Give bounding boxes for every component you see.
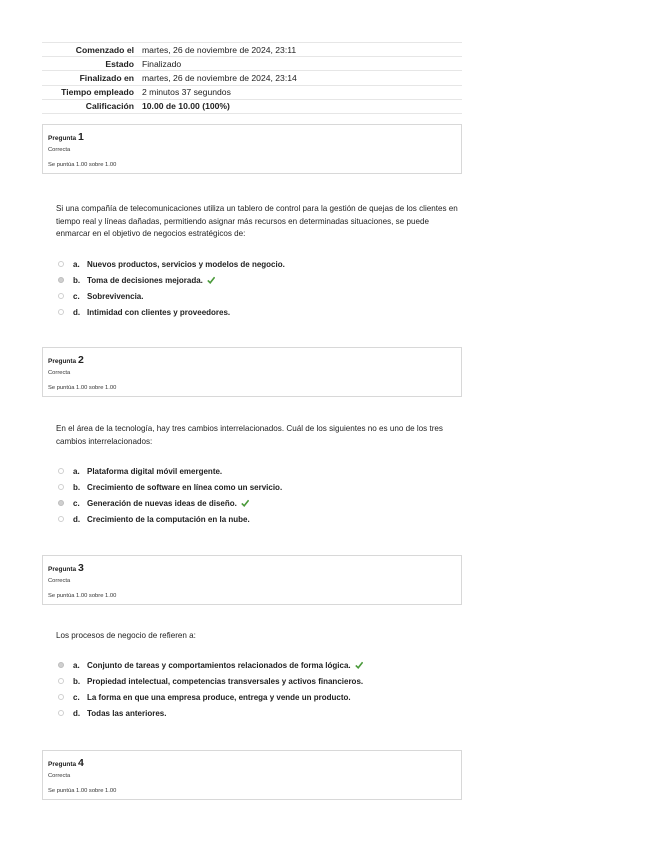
- question-state: Correcta: [48, 773, 71, 779]
- answer-text: Crecimiento de la computación en la nube.: [87, 514, 250, 524]
- answer-list: [58, 463, 458, 527]
- answer-option[interactable]: [58, 256, 458, 272]
- question-label: Pregunta: [48, 135, 77, 142]
- answer-option[interactable]: [58, 495, 458, 511]
- question-grade: Se puntúa 1.00 sobre 1.00: [48, 788, 117, 794]
- summary-value: martes, 26 de noviembre de 2024, 23:11: [138, 43, 462, 57]
- radio-button-selected[interactable]: [58, 662, 64, 668]
- check-icon: [207, 276, 215, 284]
- answer-text: Intimidad con clientes y proveedores.: [87, 307, 231, 317]
- answer-option[interactable]: [58, 657, 458, 673]
- answer-letter: a.: [73, 466, 80, 476]
- summary-value: Finalizado: [138, 57, 462, 71]
- question-info-3: [42, 555, 462, 605]
- summary-label: Estado: [42, 57, 138, 71]
- attempt-summary-table: [42, 42, 462, 114]
- radio-button[interactable]: [58, 694, 64, 700]
- answer-option[interactable]: [58, 673, 458, 689]
- answer-text: Plataforma digital móvil emergente.: [87, 466, 223, 476]
- answer-option[interactable]: [58, 272, 458, 288]
- answer-option[interactable]: [58, 479, 458, 495]
- summary-label: Tiempo empleado: [42, 85, 138, 99]
- question-label: Pregunta: [48, 358, 77, 365]
- question-text: Los procesos de negocio de refieren a:: [56, 631, 196, 640]
- summary-value: martes, 26 de noviembre de 2024, 23:14: [138, 71, 462, 85]
- answer-letter: b.: [73, 482, 81, 492]
- question-text: Si una compañía de telecomunicaciones utiliza un tablero de control para la gestión de quejas de los clientes en tiempo real y líneas dañadas, permitiendo asignar más recursos en determinadas situaciones, se puede enmarcar en el objetivo de negocios estratégicos de:: [56, 204, 458, 239]
- question-text: En el área de la tecnología, hay tres cambios interrelacionados. Cuál de los siguientes no es uno de los tres cambios interrelacionados:: [56, 424, 443, 446]
- answer-option[interactable]: [58, 689, 458, 705]
- answer-option[interactable]: [58, 304, 458, 320]
- answer-letter: c.: [73, 291, 80, 301]
- answer-option[interactable]: [58, 463, 458, 479]
- question-number: [48, 354, 84, 366]
- question-grade: Se puntúa 1.00 sobre 1.00: [48, 162, 117, 168]
- radio-button[interactable]: [58, 293, 64, 299]
- question-number-value: 2: [77, 354, 84, 366]
- answer-letter: b.: [73, 676, 81, 686]
- radio-button[interactable]: [58, 678, 64, 684]
- summary-row-finished: [42, 71, 462, 85]
- answer-text: La forma en que una empresa produce, entrega y vende un producto.: [87, 692, 351, 702]
- check-icon: [355, 661, 363, 669]
- answer-letter: c.: [73, 498, 80, 508]
- radio-button[interactable]: [58, 309, 64, 315]
- check-icon: [241, 499, 249, 507]
- answer-letter: d.: [73, 514, 81, 524]
- radio-button-selected[interactable]: [58, 500, 64, 506]
- answer-letter: b.: [73, 275, 81, 285]
- summary-label: Comenzado el: [42, 43, 138, 57]
- answer-option[interactable]: [58, 705, 458, 721]
- question-info-1: [42, 124, 462, 174]
- question-label: Pregunta: [48, 761, 77, 768]
- answer-text: Conjunto de tareas y comportamientos relacionados de forma lógica.: [87, 660, 351, 670]
- question-number-value: 4: [77, 757, 84, 769]
- answer-text: Toma de decisiones mejorada.: [87, 275, 203, 285]
- question-number: [48, 131, 84, 143]
- answer-letter: d.: [73, 307, 81, 317]
- summary-label: Calificación: [42, 99, 138, 113]
- question-number: [48, 562, 84, 574]
- answer-letter: a.: [73, 660, 80, 670]
- summary-row-started: [42, 43, 462, 57]
- answer-text: Nuevos productos, servicios y modelos de negocio.: [87, 259, 285, 269]
- question-state: Correcta: [48, 578, 71, 584]
- question-state: Correcta: [48, 147, 71, 153]
- radio-button[interactable]: [58, 261, 64, 267]
- question-grade: Se puntúa 1.00 sobre 1.00: [48, 593, 117, 599]
- summary-value: 2 minutos 37 segundos: [138, 85, 462, 99]
- question-info-4: [42, 750, 462, 800]
- answer-text: Crecimiento de software en línea como un servicio.: [87, 482, 283, 492]
- radio-button[interactable]: [58, 516, 64, 522]
- summary-value: 10.00 de 10.00 (100%): [138, 99, 462, 113]
- answer-option[interactable]: [58, 511, 458, 527]
- summary-label: Finalizado en: [42, 71, 138, 85]
- question-number: [48, 757, 84, 769]
- question-grade: Se puntúa 1.00 sobre 1.00: [48, 385, 117, 391]
- answer-list: [58, 657, 458, 721]
- answer-letter: a.: [73, 259, 80, 269]
- question-info-2: [42, 347, 462, 397]
- answer-text: Propiedad intelectual, competencias transversales y activos financieros.: [87, 676, 364, 686]
- question-number-value: 3: [77, 562, 84, 574]
- answer-text: Sobrevivencia.: [87, 291, 144, 301]
- answer-list: [58, 256, 458, 320]
- answer-letter: c.: [73, 692, 80, 702]
- summary-row-grade: [42, 99, 462, 113]
- radio-button[interactable]: [58, 468, 64, 474]
- answer-letter: d.: [73, 708, 81, 718]
- summary-row-time: [42, 85, 462, 99]
- answer-text: Generación de nuevas ideas de diseño.: [87, 498, 237, 508]
- answer-text: Todas las anteriores.: [87, 708, 167, 718]
- radio-button-selected[interactable]: [58, 277, 64, 283]
- radio-button[interactable]: [58, 484, 64, 490]
- radio-button[interactable]: [58, 710, 64, 716]
- summary-row-state: [42, 57, 462, 71]
- question-label: Pregunta: [48, 566, 77, 573]
- question-number-value: 1: [77, 131, 84, 143]
- answer-option[interactable]: [58, 288, 458, 304]
- question-state: Correcta: [48, 370, 71, 376]
